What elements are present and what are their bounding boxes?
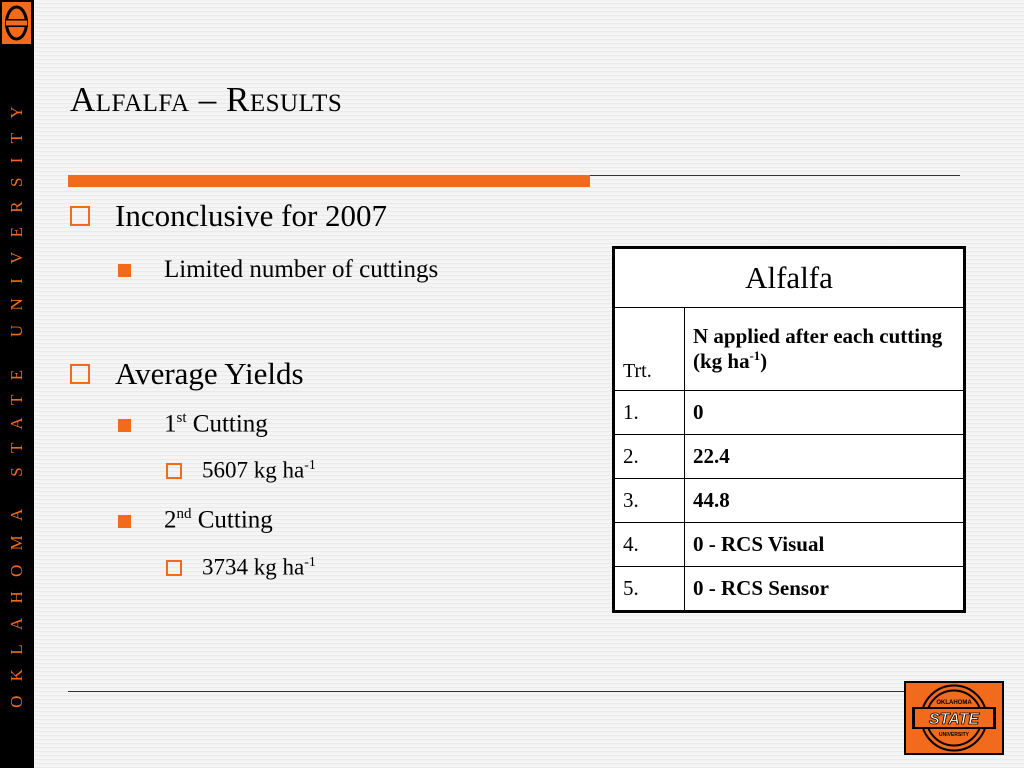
table-row	[615, 523, 963, 567]
bullet-limited-cuttings: Limited number of cuttings	[164, 256, 439, 283]
unit-exponent: -1	[304, 554, 316, 569]
hollow-square-bullet-icon	[70, 364, 90, 384]
logo-text-oklahoma: OKLAHOMA	[936, 700, 972, 706]
cell-n-applied: 22.4	[685, 435, 964, 479]
osu-logo-icon	[906, 683, 1002, 753]
yield-value: 3734 kg ha	[202, 554, 305, 580]
cutting-label: Cutting	[191, 506, 273, 534]
yield-value: 5607 kg ha	[202, 457, 305, 483]
cutting-number: 2	[164, 506, 177, 534]
solid-square-bullet-icon	[118, 515, 131, 528]
column-header-n-applied	[685, 308, 964, 391]
table-header-row	[615, 308, 963, 391]
cell-n-applied: 0 - RCS Sensor	[685, 567, 964, 611]
ordinal-suffix: st	[176, 410, 187, 426]
title-accent-bar	[68, 175, 590, 187]
header-close-paren: )	[760, 349, 768, 373]
hollow-square-bullet-icon	[166, 560, 182, 576]
cell-trt: 5.	[615, 567, 685, 611]
bullet-first-cutting	[164, 410, 268, 438]
logo-text-university: UNIVERSITY	[938, 732, 970, 738]
first-cutting-yield	[202, 457, 316, 484]
table-row	[615, 391, 963, 435]
solid-square-bullet-icon	[118, 264, 131, 277]
bullet-inconclusive: Inconclusive for 2007	[115, 198, 388, 233]
footer-divider-line	[68, 691, 960, 692]
bullet-average-yields: Average Yields	[115, 356, 304, 391]
bullet-second-cutting	[164, 506, 273, 534]
cutting-label: Cutting	[186, 410, 268, 438]
sidebar-university-name: OKLAHOMA STATE UNIVERSITY	[7, 92, 26, 708]
table-caption: Alfalfa	[615, 249, 963, 308]
osu-brand-icon	[1, 1, 32, 45]
logo-text-state: STATE	[928, 711, 980, 728]
cell-trt: 3.	[615, 479, 685, 523]
cutting-number: 1	[164, 410, 177, 438]
cell-trt: 2.	[615, 435, 685, 479]
hollow-square-bullet-icon	[70, 206, 90, 226]
slide-title: Alfalfa – Results	[70, 80, 343, 119]
ordinal-suffix: nd	[176, 506, 192, 522]
table-row	[615, 479, 963, 523]
unit-exponent: -1	[304, 457, 316, 472]
table-row	[615, 435, 963, 479]
hollow-square-bullet-icon	[166, 463, 182, 479]
unit-exponent: -1	[749, 349, 761, 363]
solid-square-bullet-icon	[118, 419, 131, 432]
cell-trt: 1.	[615, 391, 685, 435]
cell-n-applied: 0 - RCS Visual	[685, 523, 964, 567]
osu-logo	[904, 681, 1004, 755]
header-text: N applied after each cutting (kg ha	[693, 324, 943, 373]
cell-n-applied: 0	[685, 391, 964, 435]
second-cutting-yield	[202, 554, 316, 581]
cell-n-applied: 44.8	[685, 479, 964, 523]
column-header-trt: Trt.	[615, 308, 685, 391]
alfalfa-treatment-table	[612, 246, 966, 613]
table-row	[615, 567, 963, 611]
sidebar	[0, 0, 34, 768]
cell-trt: 4.	[615, 523, 685, 567]
